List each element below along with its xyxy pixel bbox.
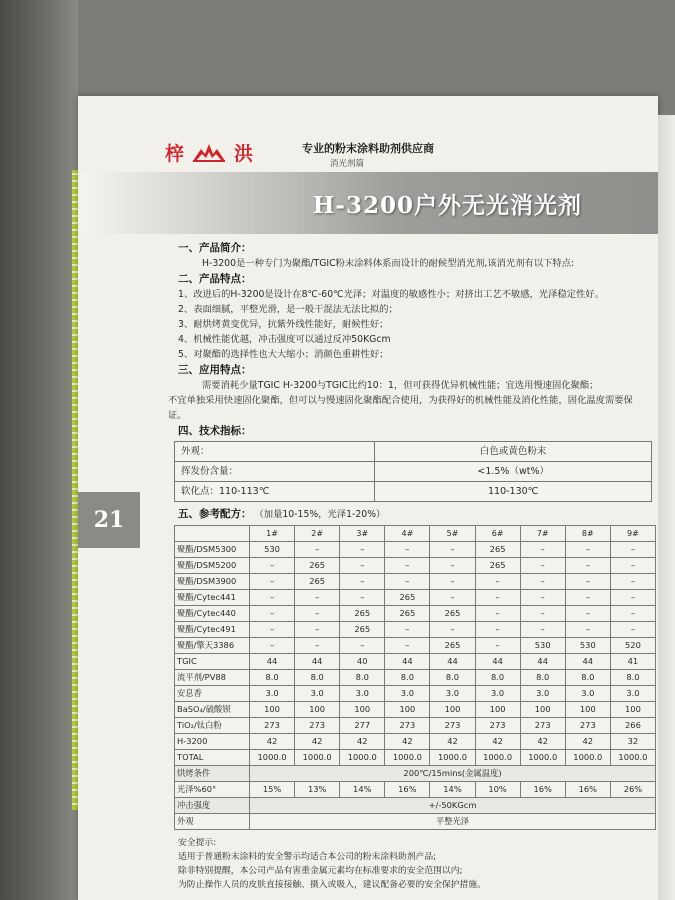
formula-cell: – xyxy=(520,542,565,558)
table-row xyxy=(175,670,656,686)
table-row xyxy=(175,574,656,590)
formula-cell: 8.0 xyxy=(610,670,655,686)
formula-cell: 40 xyxy=(340,654,385,670)
formula-cell: 3.0 xyxy=(610,686,655,702)
formula-cell: 530 xyxy=(565,638,610,654)
safety-line: 适用于普通粉末涂料的安全警示均适合本公司的粉末涂料助剂产品; xyxy=(178,852,437,862)
formula-cell: 273 xyxy=(475,718,520,734)
feature-item: 2、表面细腻，平整光滑，是一般干混法无法比拟的； xyxy=(178,304,398,315)
table-row xyxy=(175,734,656,750)
row-label: 聚酯/Cytec440 xyxy=(175,606,250,622)
formula-cell: 100 xyxy=(250,702,295,718)
product-title: H-3200户外无光消光剂 xyxy=(312,191,582,219)
formula-cell: 273 xyxy=(295,718,340,734)
formula-cell: 1000.0 xyxy=(430,750,475,766)
formula-cell: 3.0 xyxy=(340,686,385,702)
feature-item: 3、耐烘烤黄变优异，抗紫外线性能好，耐候性好； xyxy=(178,319,389,330)
formula-cell: 100 xyxy=(430,702,475,718)
row-label: 光泽%60° xyxy=(175,782,250,798)
row-label: H-3200 xyxy=(175,734,250,750)
table-row xyxy=(175,482,652,502)
formula-cell: 41 xyxy=(610,654,655,670)
row-label: 外观 xyxy=(175,814,250,830)
table-row xyxy=(175,798,656,814)
mountain-logo-icon xyxy=(192,141,226,163)
formula-cell: 265 xyxy=(385,590,430,606)
formula-cell: – xyxy=(565,542,610,558)
formula-cell: 44 xyxy=(565,654,610,670)
formula-heading: 五、参考配方： xyxy=(178,508,252,520)
formula-footer xyxy=(175,766,656,830)
formula-cell: – xyxy=(295,622,340,638)
table-row xyxy=(175,442,652,462)
table-row xyxy=(175,702,656,718)
feature-item: 1、改进后的H-3200是设计在8℃-60℃光泽；对温度的敏感性小；对挤出工艺不敏感，光泽稳定性好。 xyxy=(178,289,604,300)
formula-cell: – xyxy=(475,638,520,654)
catalog-section-label: 消光剂篇 xyxy=(330,159,365,169)
safety-line: 除非特别提醒，本公司产品有害重金属元素均在标准要求的安全范围以内; xyxy=(178,866,463,876)
formula-cell: 100 xyxy=(475,702,520,718)
company-tagline: 专业的粉末涂料助剂供应商 xyxy=(302,142,434,155)
formula-cell: – xyxy=(295,638,340,654)
table-row xyxy=(175,606,656,622)
formula-cell: – xyxy=(475,590,520,606)
formula-cell: 100 xyxy=(565,702,610,718)
formula-cell: – xyxy=(295,590,340,606)
features-list xyxy=(178,287,648,362)
formula-cell: – xyxy=(565,622,610,638)
application-heading: 三、应用特点： xyxy=(178,364,252,376)
column-header: 2# xyxy=(295,526,340,542)
formula-cell: 8.0 xyxy=(430,670,475,686)
formula-cell: 530 xyxy=(520,638,565,654)
formula-cell: – xyxy=(520,574,565,590)
table-row xyxy=(175,590,656,606)
row-label: BaSO₄/硫酸钡 xyxy=(175,702,250,718)
formula-cell: 42 xyxy=(430,734,475,750)
formula-cell: – xyxy=(340,638,385,654)
table-row xyxy=(175,766,656,782)
formula-cell: 265 xyxy=(385,606,430,622)
gloss-cell: 10% xyxy=(475,782,520,798)
row-label: 烘烤条件 xyxy=(175,766,250,782)
book-binding xyxy=(0,0,78,900)
column-header: 1# xyxy=(250,526,295,542)
formula-cell: 273 xyxy=(385,718,430,734)
formula-cell: – xyxy=(250,606,295,622)
formula-cell: – xyxy=(610,574,655,590)
formula-cell: 100 xyxy=(610,702,655,718)
intro-text: H-3200是一种专门为聚酯/TGIC粉末涂料体系而设计的耐候型消光剂,该消光剂有以下特点: xyxy=(202,258,575,269)
formula-cell: – xyxy=(385,542,430,558)
row-label: 聚酯/Cytec441 xyxy=(175,590,250,606)
table-row xyxy=(175,638,656,654)
row-label: 流平剂/PV88 xyxy=(175,670,250,686)
formula-cell: 42 xyxy=(340,734,385,750)
row-label: 聚酯/DSM5200 xyxy=(175,558,250,574)
formula-cell: 265 xyxy=(295,574,340,590)
formula-cell: 44 xyxy=(475,654,520,670)
row-label: 冲击强度 xyxy=(175,798,250,814)
safety-notes xyxy=(178,836,648,892)
formula-cell: – xyxy=(340,542,385,558)
formula-cell: 273 xyxy=(430,718,475,734)
formula-cell: – xyxy=(250,558,295,574)
formula-cell: 1000.0 xyxy=(565,750,610,766)
formula-cell: – xyxy=(520,622,565,638)
formula-cell: 100 xyxy=(385,702,430,718)
formula-cell: 1000.0 xyxy=(250,750,295,766)
appearance-value: 平整光泽 xyxy=(250,814,656,830)
formula-cell: 8.0 xyxy=(340,670,385,686)
column-header: 7# xyxy=(520,526,565,542)
formula-cell: 265 xyxy=(430,606,475,622)
column-header xyxy=(175,526,250,542)
row-label: TGIC xyxy=(175,654,250,670)
formula-cell: 100 xyxy=(295,702,340,718)
formula-cell: 8.0 xyxy=(385,670,430,686)
formula-heading-row xyxy=(178,506,648,522)
formula-cell: 42 xyxy=(475,734,520,750)
spec-value: 白色或黄色粉末 xyxy=(375,442,652,462)
table-row xyxy=(175,462,652,482)
bake-value: 200℃/15mins(金属温度) xyxy=(250,766,656,782)
formula-cell: – xyxy=(430,622,475,638)
formula-cell: – xyxy=(385,622,430,638)
formula-cell: 3.0 xyxy=(295,686,340,702)
row-label: TiO₂/钛白粉 xyxy=(175,718,250,734)
formula-cell: 8.0 xyxy=(295,670,340,686)
formula-cell: 42 xyxy=(295,734,340,750)
formula-cell: – xyxy=(340,574,385,590)
formula-cell: 273 xyxy=(520,718,565,734)
formula-cell: – xyxy=(565,590,610,606)
column-header: 5# xyxy=(430,526,475,542)
formula-cell: 32 xyxy=(610,734,655,750)
formula-cell: 3.0 xyxy=(250,686,295,702)
formula-cell: – xyxy=(565,558,610,574)
formula-cell: – xyxy=(250,622,295,638)
formula-cell: 1000.0 xyxy=(520,750,565,766)
formula-cell: 265 xyxy=(340,622,385,638)
gloss-cell: 16% xyxy=(520,782,565,798)
formula-cell: – xyxy=(430,558,475,574)
spec-label: 外观： xyxy=(175,442,375,462)
formula-cell: 265 xyxy=(475,558,520,574)
formula-cell: 1000.0 xyxy=(610,750,655,766)
feature-item: 5、对聚酯的选择性也大大缩小；消颜色重耕性好； xyxy=(178,349,389,360)
formula-cell: – xyxy=(295,606,340,622)
formula-cell: 3.0 xyxy=(565,686,610,702)
features-heading: 二、产品特点： xyxy=(178,273,252,285)
formula-cell: 530 xyxy=(250,542,295,558)
spec-label: 挥发份含量： xyxy=(175,462,375,482)
title-band xyxy=(80,172,658,234)
formula-cell: – xyxy=(610,622,655,638)
formula-cell: 44 xyxy=(520,654,565,670)
formula-cell: – xyxy=(430,542,475,558)
formula-cell: 3.0 xyxy=(385,686,430,702)
gloss-cell: 14% xyxy=(430,782,475,798)
formula-cell: – xyxy=(610,590,655,606)
safety-heading: 安全提示: xyxy=(178,838,217,848)
formula-cell: 44 xyxy=(295,654,340,670)
gloss-cell: 26% xyxy=(610,782,655,798)
formula-cell: 273 xyxy=(565,718,610,734)
spec-label: 软化点：110-113℃ xyxy=(175,482,375,502)
formula-cell: – xyxy=(520,590,565,606)
tech-spec-table xyxy=(174,441,652,502)
impact-value: +/-50KGcm xyxy=(250,798,656,814)
brand-logo xyxy=(165,135,253,169)
column-header: 9# xyxy=(610,526,655,542)
formula-cell: – xyxy=(520,606,565,622)
formula-cell: 42 xyxy=(250,734,295,750)
gloss-cell: 13% xyxy=(295,782,340,798)
formula-cell: 100 xyxy=(520,702,565,718)
formula-table xyxy=(174,525,656,830)
brand-char-right: 洪 xyxy=(234,142,254,165)
formula-cell: 3.0 xyxy=(475,686,520,702)
application-line: 不宜单独采用快速固化聚酯，但可以与慢速固化聚酯配合使用，为获得好的机械性能及消化性能，固化温度需要保证。 xyxy=(168,395,633,421)
tech-heading: 四、技术指标： xyxy=(178,425,252,437)
row-label: 安息香 xyxy=(175,686,250,702)
table-row xyxy=(175,542,656,558)
intro-heading: 一、产品简介： xyxy=(178,242,252,254)
formula-cell: 42 xyxy=(385,734,430,750)
next-page-edge xyxy=(658,115,675,900)
formula-cell: 44 xyxy=(250,654,295,670)
page-number-badge xyxy=(78,492,140,548)
formula-header-row xyxy=(175,526,656,542)
brand-char-left: 梓 xyxy=(165,142,185,165)
formula-cell: – xyxy=(385,558,430,574)
formula-cell: – xyxy=(610,542,655,558)
formula-cell: – xyxy=(340,590,385,606)
application-line: 需要消耗少量TGIC H-3200与TGIC比约10：1，但可获得优异机械性能；宜选用慢速固化聚酯； xyxy=(202,380,599,391)
formula-cell: 1000.0 xyxy=(340,750,385,766)
formula-cell: – xyxy=(565,574,610,590)
spec-value: 110-130℃ xyxy=(375,482,652,502)
formula-cell: – xyxy=(430,590,475,606)
formula-cell: 277 xyxy=(340,718,385,734)
formula-cell: – xyxy=(340,558,385,574)
table-row xyxy=(175,814,656,830)
column-header: 6# xyxy=(475,526,520,542)
feature-item: 4、机械性能优越，冲击强度可以通过反冲50KGcm xyxy=(178,334,391,345)
formula-cell: 520 xyxy=(610,638,655,654)
formula-cell: – xyxy=(250,574,295,590)
table-row xyxy=(175,558,656,574)
safety-line: 为防止操作人员的皮肤直接接触、摄入或吸入，建议配备必要的安全保护措施。 xyxy=(178,880,486,890)
table-row xyxy=(175,718,656,734)
row-label: 聚酯/擎天3386 xyxy=(175,638,250,654)
formula-cell: 265 xyxy=(475,542,520,558)
formula-cell: – xyxy=(520,558,565,574)
gloss-cell: 16% xyxy=(385,782,430,798)
formula-cell: – xyxy=(475,606,520,622)
formula-cell: – xyxy=(295,542,340,558)
row-label: 聚酯/DSM5300 xyxy=(175,542,250,558)
formula-note: （加量10-15%，光泽1-20%） xyxy=(254,509,386,520)
column-header: 3# xyxy=(340,526,385,542)
formula-cell: 265 xyxy=(430,638,475,654)
formula-cell: – xyxy=(430,574,475,590)
formula-cell: – xyxy=(610,558,655,574)
formula-cell: – xyxy=(475,622,520,638)
product-content xyxy=(168,240,648,892)
formula-cell: 1000.0 xyxy=(385,750,430,766)
formula-cell: 266 xyxy=(610,718,655,734)
formula-cell: 273 xyxy=(250,718,295,734)
formula-cell: – xyxy=(385,574,430,590)
formula-cell: 44 xyxy=(430,654,475,670)
formula-cell: – xyxy=(565,606,610,622)
column-header: 8# xyxy=(565,526,610,542)
formula-cell: – xyxy=(385,638,430,654)
row-label: 聚酯/Cytec491 xyxy=(175,622,250,638)
column-header: 4# xyxy=(385,526,430,542)
table-row xyxy=(175,782,656,798)
table-row xyxy=(175,750,656,766)
page-number: 21 xyxy=(93,507,125,533)
formula-body xyxy=(175,542,656,766)
formula-cell: – xyxy=(475,574,520,590)
formula-cell: 3.0 xyxy=(520,686,565,702)
formula-cell: 1000.0 xyxy=(295,750,340,766)
formula-cell: – xyxy=(610,606,655,622)
gloss-cell: 16% xyxy=(565,782,610,798)
gloss-cell: 15% xyxy=(250,782,295,798)
formula-cell: 100 xyxy=(340,702,385,718)
formula-cell: 8.0 xyxy=(520,670,565,686)
formula-cell: 265 xyxy=(295,558,340,574)
formula-cell: – xyxy=(250,638,295,654)
table-row xyxy=(175,622,656,638)
formula-cell: 42 xyxy=(520,734,565,750)
table-row xyxy=(175,654,656,670)
formula-cell: – xyxy=(250,590,295,606)
formula-cell: 8.0 xyxy=(250,670,295,686)
table-row xyxy=(175,686,656,702)
formula-cell: 265 xyxy=(340,606,385,622)
formula-cell: 3.0 xyxy=(430,686,475,702)
row-label: TOTAL xyxy=(175,750,250,766)
formula-cell: 44 xyxy=(385,654,430,670)
formula-cell: 8.0 xyxy=(565,670,610,686)
formula-cell: 1000.0 xyxy=(475,750,520,766)
gloss-cell: 14% xyxy=(340,782,385,798)
formula-cell: 42 xyxy=(565,734,610,750)
formula-cell: 8.0 xyxy=(475,670,520,686)
spec-value: <1.5%（wt%） xyxy=(375,462,652,482)
row-label: 聚酯/DSM3900 xyxy=(175,574,250,590)
